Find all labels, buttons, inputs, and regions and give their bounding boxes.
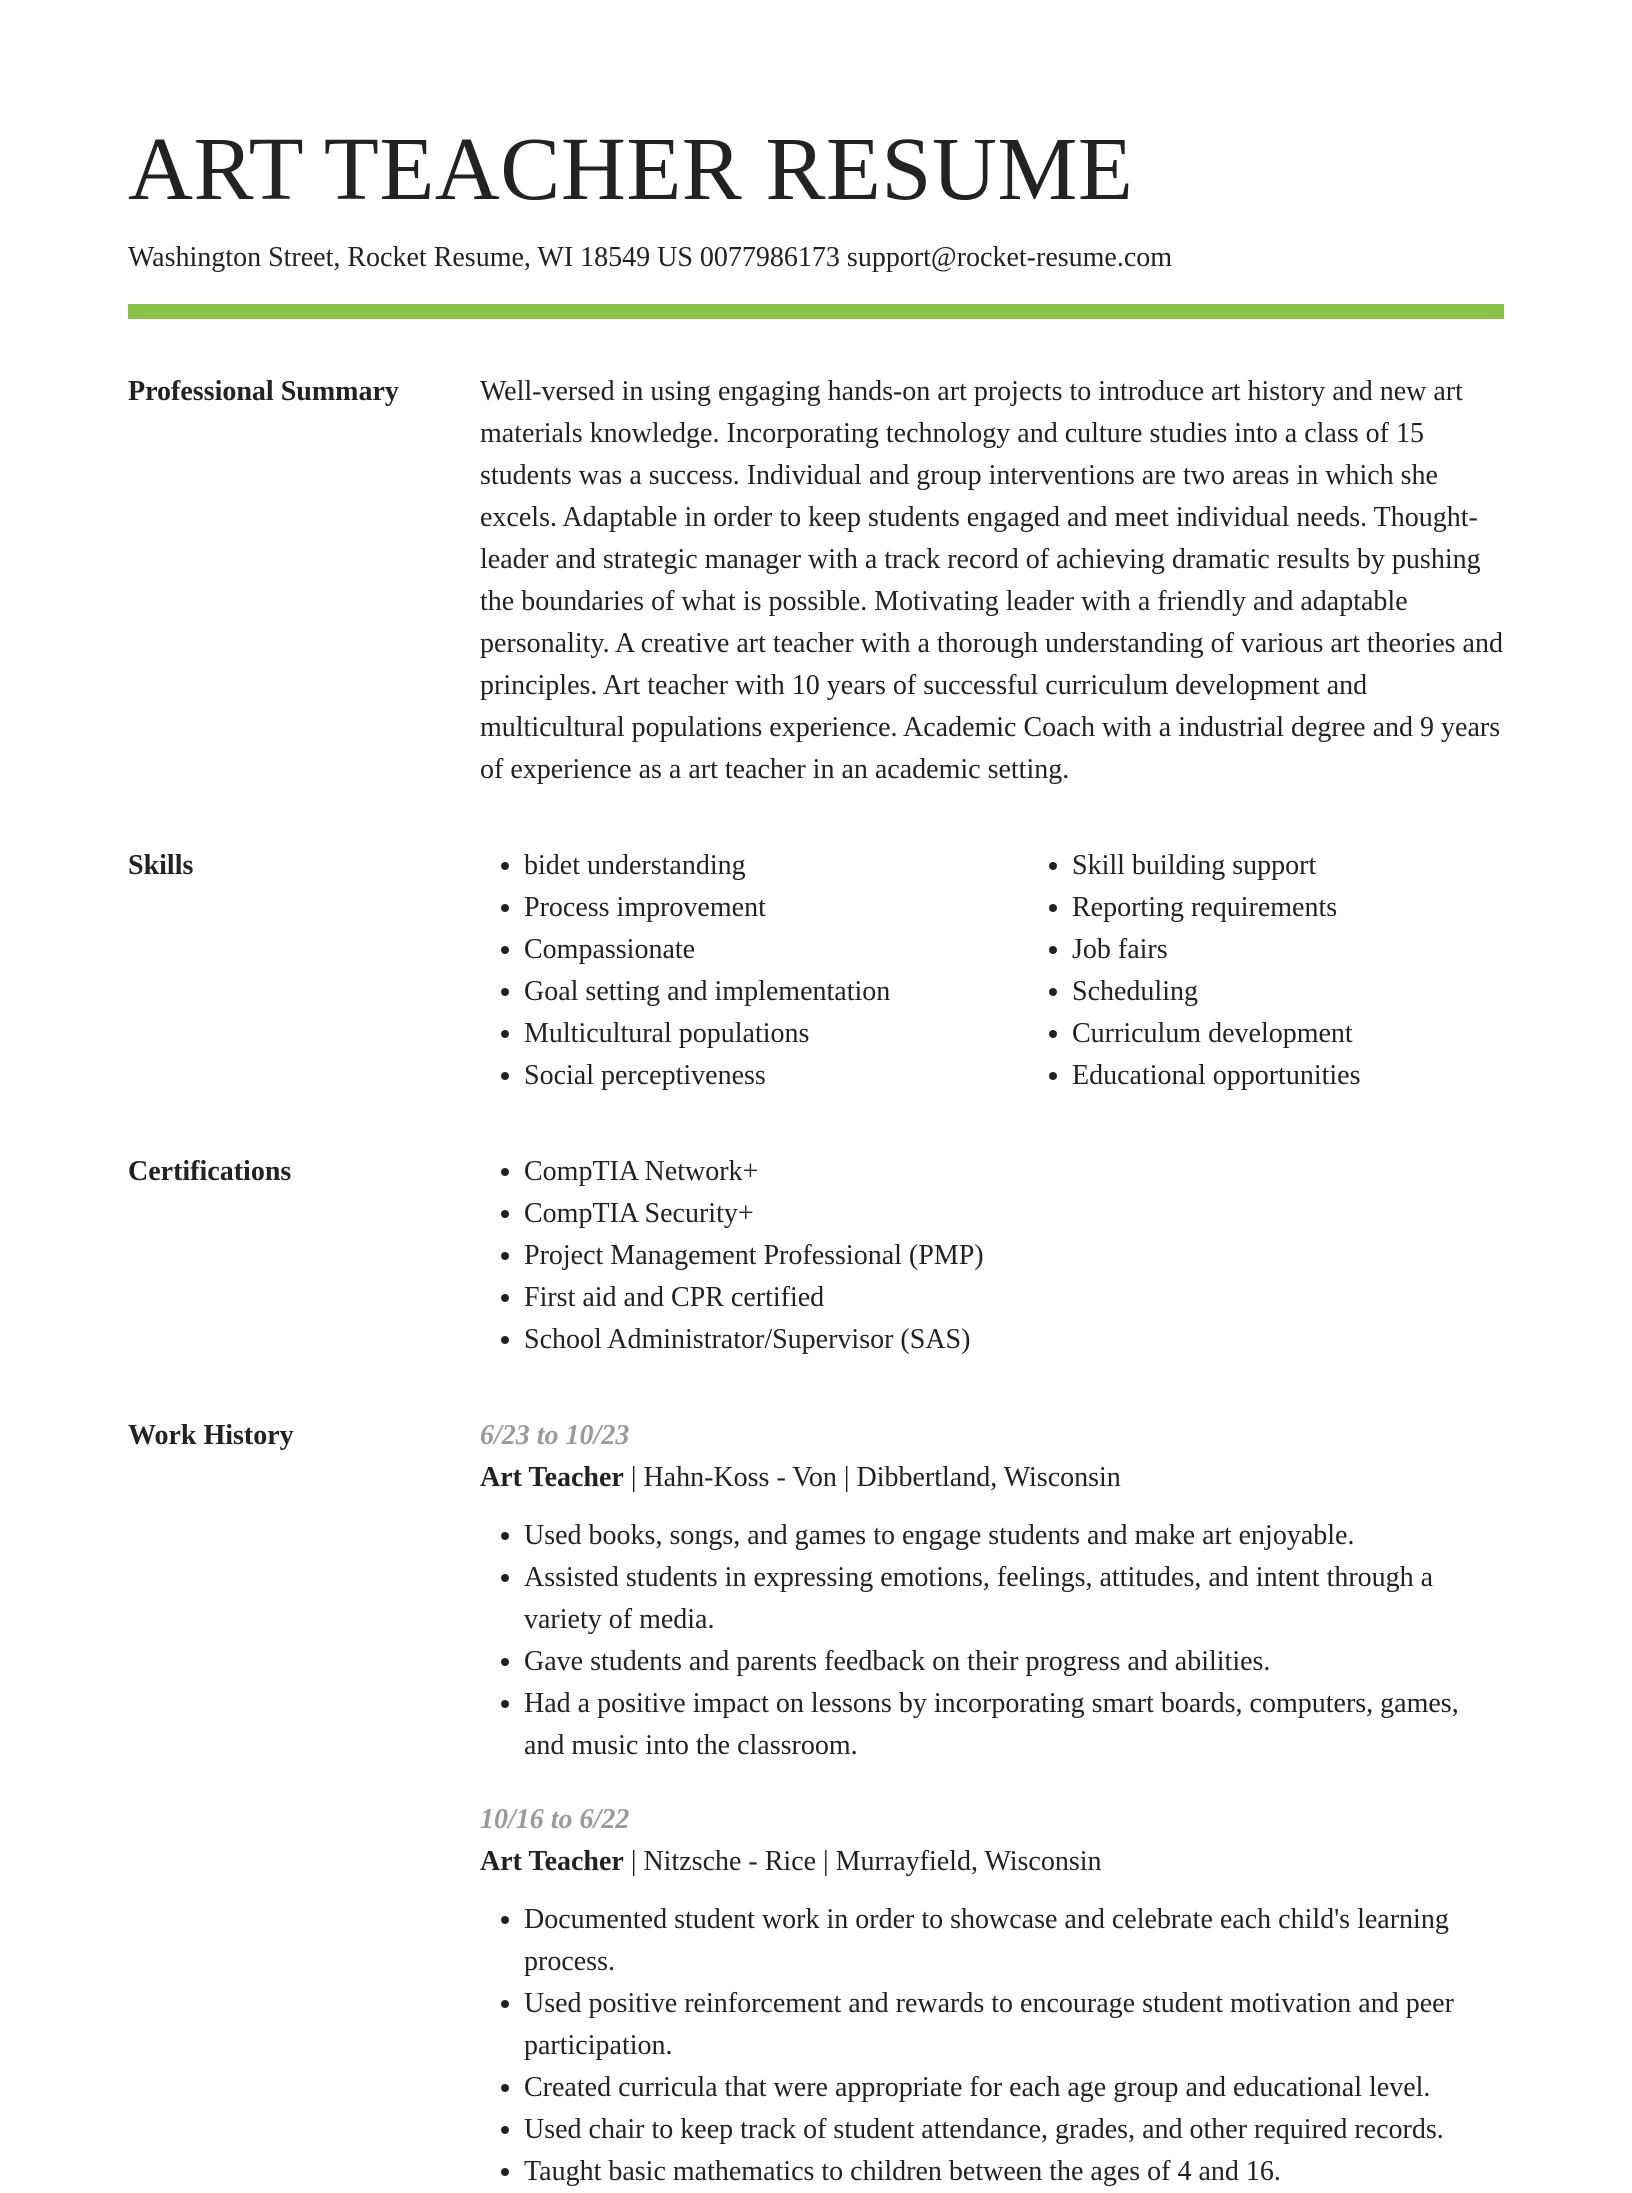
certification-item: • School Administrator/Supervisor (SAS) [524, 1319, 1504, 1361]
job-entry [480, 1799, 1504, 2193]
contact-line: Washington Street, Rocket Resume, WI 18549 US 0077986173 support@rocket-resume.com [128, 242, 1173, 273]
work-history-section [128, 1415, 1504, 2193]
resume-page [128, 0, 1504, 2193]
certification-item: • First aid and CPR certified [524, 1277, 1504, 1319]
section-label-summary: Professional Summary [128, 376, 399, 407]
job-duty-item: • Documented student work in order to showcase and celebrate each child's learning process. [524, 1899, 1504, 1983]
skill-item: • Curriculum development [1072, 1013, 1576, 1055]
skill-item: • Skill building support [1072, 845, 1576, 887]
certifications-section [128, 1151, 1504, 1361]
job-employer-location: | Nitzsche - Rice | Murrayfield, Wisconsin [623, 1846, 1102, 1877]
skill-item: • Educational opportunities [1072, 1055, 1576, 1097]
job-dates: 10/16 to 6/22 [480, 1804, 630, 1835]
summary-text: Well-versed in using engaging hands-on art projects to introduce art history and new art materials knowledge. Incorporating technology and culture studies into a class of 15 students was a success. Individual and group interventions are two areas in which she excels. Adaptable in order to keep students engaged and meet individual needs. Thought-leader and strategic manager with a track record of achieving dramatic results by pushing the boundaries of what is possible. Motivating leader with a friendly and adaptable personality. A creative art teacher with a thorough understanding of various art theories and principles. Art teacher with 10 years of successful curriculum development and multicultural populations experience. Academic Coach with a industrial degree and 9 years of experience as a art teacher in an academic setting. [480, 376, 1503, 785]
skills-list-left [480, 845, 1028, 1097]
job-dates: 6/23 to 10/23 [480, 1420, 630, 1451]
job-duty-item: • Used positive reinforcement and rewards to encourage student motivation and peer participation. [524, 1983, 1504, 2067]
job-employer-location: | Hahn-Koss - Von | Dibbertland, Wisconsin [623, 1462, 1121, 1493]
skill-item: • Job fairs [1072, 929, 1576, 971]
job-duty-item: • Created curricula that were appropriate for each age group and educational level. [524, 2067, 1504, 2109]
certification-item: • CompTIA Network+ [524, 1151, 1504, 1193]
job-heading [480, 1457, 1504, 1499]
job-duty-item: • Used chair to keep track of student attendance, grades, and other required records. [524, 2109, 1504, 2151]
skill-item: • Social perceptiveness [524, 1055, 1028, 1097]
skill-item: • Multicultural populations [524, 1013, 1028, 1055]
job-entry [480, 1415, 1504, 1767]
resume-title: ART TEACHER RESUME [128, 120, 1134, 219]
skill-item: • Process improvement [524, 887, 1028, 929]
skill-item: • Reporting requirements [1072, 887, 1576, 929]
job-duty-item: • Gave students and parents feedback on their progress and abilities. [524, 1641, 1504, 1683]
skill-item: • Goal setting and implementation [524, 971, 1028, 1013]
job-duty-item: • Had a positive impact on lessons by incorporating smart boards, computers, games, and music into the classroom. [524, 1683, 1504, 1767]
job-duty-item: • Used books, songs, and games to engage students and make art enjoyable. [524, 1515, 1504, 1557]
section-label-skills: Skills [128, 850, 194, 881]
job-duties-list [480, 1515, 1504, 1767]
job-title: Art Teacher [480, 1846, 624, 1877]
job-duties-list [480, 1899, 1504, 2193]
professional-summary-section [128, 371, 1504, 791]
skill-item: • Compassionate [524, 929, 1028, 971]
skill-item: • bidet understanding [524, 845, 1028, 887]
certification-item: • CompTIA Security+ [524, 1193, 1504, 1235]
section-label-work-history: Work History [128, 1420, 294, 1451]
job-title: Art Teacher [480, 1462, 624, 1493]
job-duty-item: • Taught basic mathematics to children between the ages of 4 and 16. [524, 2151, 1504, 2193]
skills-section [128, 845, 1504, 1097]
skill-item: • Scheduling [1072, 971, 1576, 1013]
section-label-certifications: Certifications [128, 1156, 292, 1187]
certification-item: • Project Management Professional (PMP) [524, 1235, 1504, 1277]
job-duty-item: • Assisted students in expressing emotions, feelings, attitudes, and intent through a variety of media. [524, 1557, 1504, 1641]
accent-divider [128, 304, 1504, 319]
certifications-list [480, 1151, 1504, 1361]
skills-list-right [1028, 845, 1576, 1097]
job-heading [480, 1841, 1504, 1883]
